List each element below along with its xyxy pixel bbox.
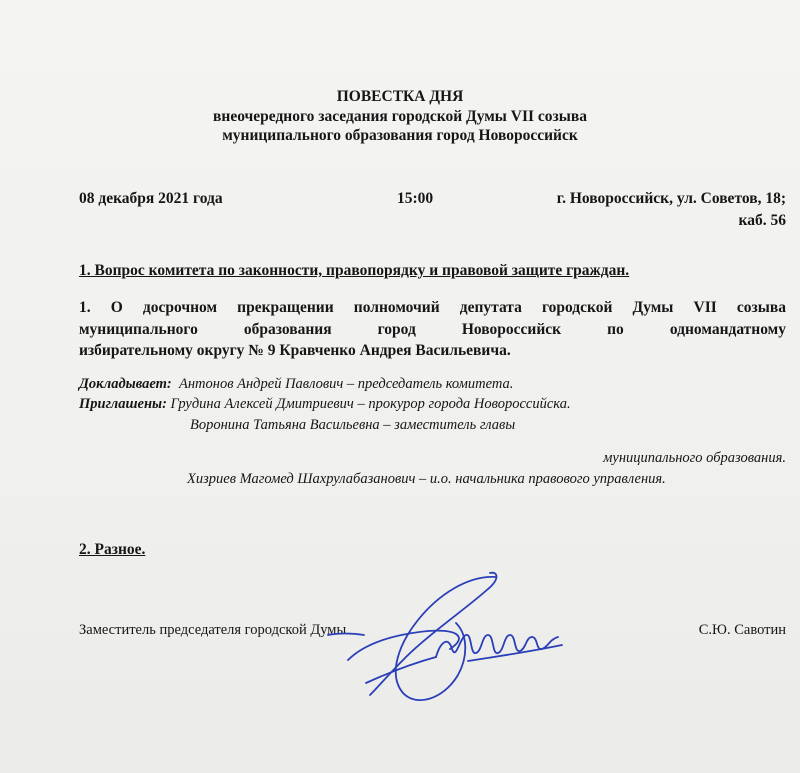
document-subtitle-line2: муниципального образования город Новороссийск — [222, 127, 578, 144]
document-subtitle-line1: внеочередного заседания городской Думы VII созыва — [213, 108, 587, 125]
agenda-item-line1: 1. О досрочном прекращении полномочий депутата городской Думы VII созыва — [79, 299, 786, 316]
invited-row — [79, 396, 571, 413]
signatory-name: С.Ю. Савотин — [698, 622, 786, 638]
signatory-position: Заместитель председателя городской Думы — [79, 622, 347, 638]
invited-person-3: Хизриев Магомед Шахрулабазанович – и.о. начальника правового управления. — [187, 471, 666, 487]
invited-person-2: Воронина Татьяна Васильевна – заместитель главы — [190, 417, 516, 433]
meeting-time: 15:00 — [397, 190, 434, 207]
meeting-room: каб. 56 — [738, 212, 786, 229]
agenda-item-line3: избирательному округу № 9 Кравченко Андрея Васильевича. — [79, 342, 511, 359]
invited-person-1: Грудина Алексей Дмитриевич – прокурор города Новороссийска. — [170, 396, 571, 412]
reporter-name: Антонов Андрей Павлович – председатель комитета. — [178, 376, 514, 392]
meeting-address: г. Новороссийск, ул. Советов, 18; — [556, 190, 786, 207]
reporter-row — [79, 376, 513, 393]
meeting-date: 08 декабря 2021 года — [79, 190, 223, 207]
reporter-label: Докладывает: — [79, 376, 172, 392]
invited-person-2-cont: муниципального образования. — [603, 450, 786, 466]
section2-heading: 2. Разное. — [79, 541, 146, 558]
document-title: ПОВЕСТКА ДНЯ — [336, 88, 464, 105]
invited-label: Приглашены: — [79, 396, 167, 412]
section1-heading: 1. Вопрос комитета по законности, правопорядку и правовой защите граждан. — [79, 262, 630, 279]
agenda-item-line2: муниципального образования город Новороссийск по одномандатному — [79, 321, 786, 338]
handwritten-signature — [318, 565, 568, 715]
